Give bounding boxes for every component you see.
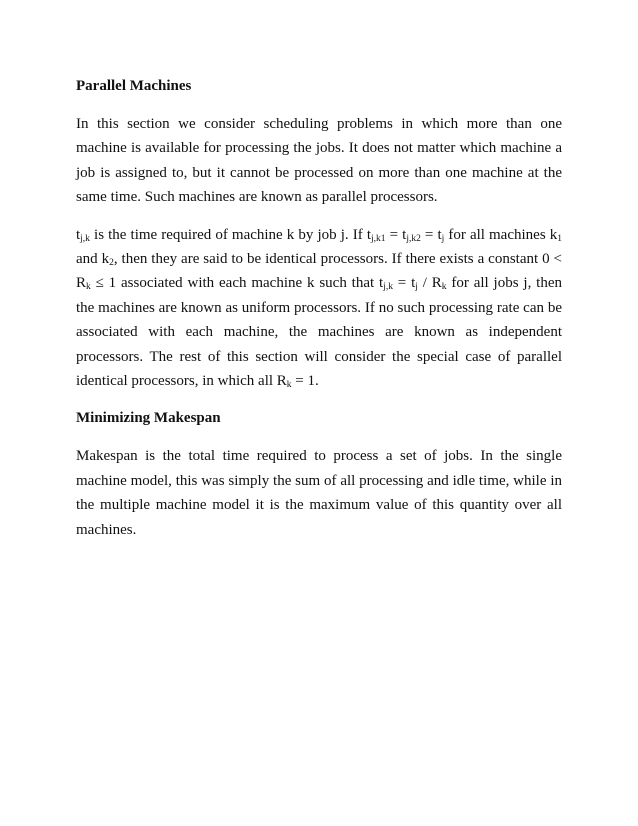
section-heading-parallel-machines: Parallel Machines — [76, 78, 192, 94]
paragraph-processor-types: $t_{j,k}$ is the time required of machine k by job j. If $t_{j,k1} = t_{j,k2} = t_j$ for all machines $k_1$ and $k_2$, then they are said to be identical processors. If there exists a constant $0 < R_k \le 1$ associated with each machine k such that $t_{j,k} = t_j / R_k$ for all jobs j, then the machines are known as uniform processors. If no such processing rate can be associated with each machine, the machines are known as independent processors. The rest of this section will consider the special case of parallel identical processors, in which all $R_k = 1$. — [76, 226, 563, 391]
section-heading-minimizing-makespan: Minimizing Makespan — [76, 410, 221, 427]
document-page — [76, 66, 562, 542]
paragraph-intro: In this section we consider scheduling problems in which more than one machine is available for processing the jobs. It does not matter which machine a job is assigned to, but it cannot be processed on more than one machine at the same time. Such machines are known as parallel processors. — [76, 116, 562, 206]
paragraph-makespan: Makespan is the total time required to process a set of jobs. In the single machine model, this was simply the sum of all processing and idle time, while in the multiple machine model it is the maximum value of this quantity over all machines. — [76, 448, 562, 538]
